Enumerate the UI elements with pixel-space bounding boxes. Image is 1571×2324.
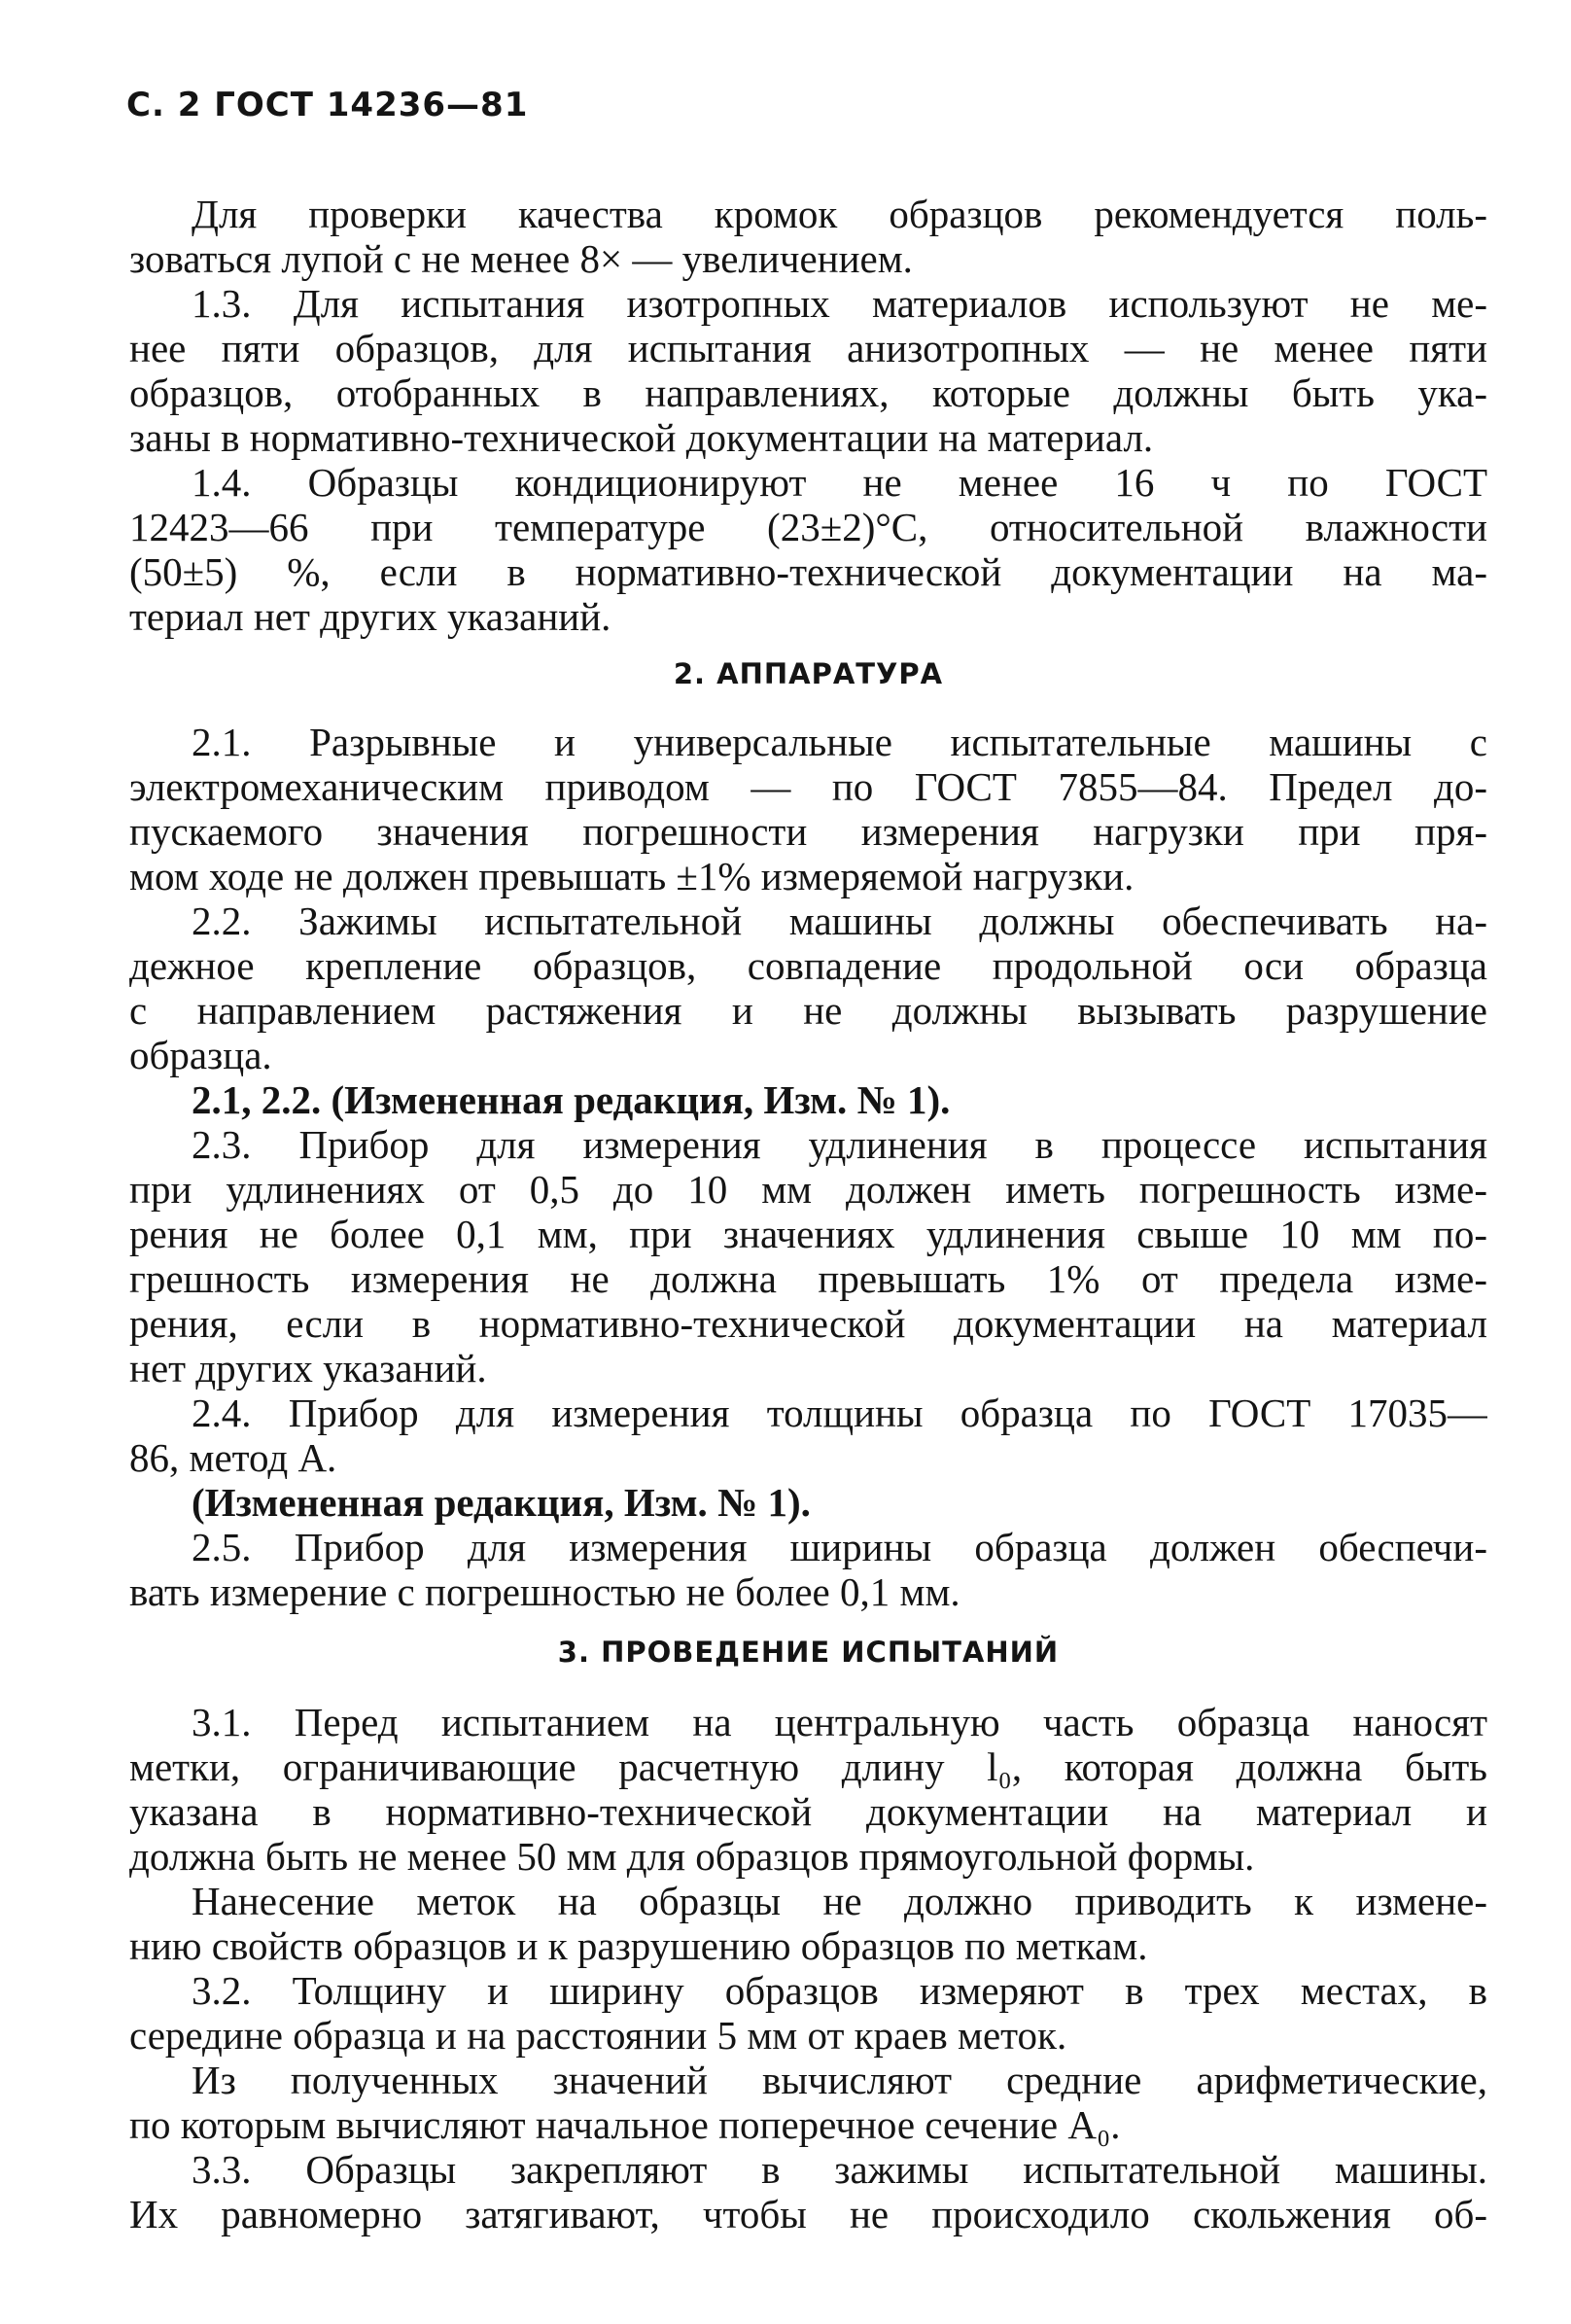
text-line: метки, ограничивающие расчетную длину l₀, которая должна быть bbox=[129, 1744, 1487, 1789]
text-line: 12423—66 при температуре (23±2)°С, относительной влажности bbox=[129, 505, 1487, 549]
text-line: 3.3. Образцы закрепляют в зажимы испытательной машины. bbox=[192, 2147, 1487, 2192]
text-line: 2.1. Разрывные и универсальные испытательные машины с bbox=[192, 720, 1487, 764]
text-line: пускаемого значения погрешности измерения нагрузки при пря- bbox=[129, 809, 1487, 854]
text-line: мом ходе не должен превышать ±1% измеряемой нагрузки. bbox=[129, 854, 1135, 898]
text-line: 2.2. Зажимы испытательной машины должны обеспечивать на- bbox=[192, 898, 1487, 943]
amendment-note: (Измененная редакция, Изм. № 1). bbox=[192, 1480, 811, 1525]
text-line: 2.4. Прибор для измерения толщины образца по ГОСТ 17035— bbox=[192, 1391, 1487, 1435]
text-line: Их равномерно затягивают, чтобы не происходило скольжения об- bbox=[129, 2192, 1487, 2236]
text-line: рения, если в нормативно-технической документации на материал bbox=[129, 1301, 1487, 1346]
section-heading-2: 2. АППАРАТУРА bbox=[673, 657, 944, 690]
text-line: 1.4. Образцы кондиционируют не менее 16 ч по ГОСТ bbox=[192, 460, 1487, 505]
text-line: (50±5) %, если в нормативно-технической документации на ма- bbox=[129, 549, 1487, 594]
section-3 bbox=[129, 1700, 1487, 2236]
text-line: Нанесение меток на образцы не должно приводить к измене- bbox=[192, 1879, 1487, 1923]
text-line: дежное крепление образцов, совпадение продольной оси образца bbox=[129, 943, 1487, 988]
text-line: должна быть не менее 50 мм для образцов прямоугольной формы. bbox=[129, 1834, 1255, 1879]
section-2 bbox=[129, 720, 1487, 1614]
section-1-continuation bbox=[129, 192, 1487, 639]
text-line: нет других указаний. bbox=[129, 1346, 487, 1391]
text-line: 1.3. Для испытания изотропных материалов используют не ме- bbox=[192, 281, 1487, 326]
text-line: Из полученных значений вычисляют средние арифметические, bbox=[192, 2058, 1487, 2102]
text-line: 2.3. Прибор для измерения удлинения в процессе испытания bbox=[192, 1122, 1487, 1167]
text-line: образцов, отобранных в направлениях, которые должны быть ука- bbox=[129, 370, 1487, 415]
text-line: заны в нормативно-технической документации на материал. bbox=[129, 415, 1154, 460]
section-heading-3: 3. ПРОВЕДЕНИЕ ИСПЫТАНИЙ bbox=[557, 1636, 1060, 1669]
text-line: 2.5. Прибор для измерения ширины образца должен обеспечи- bbox=[192, 1525, 1487, 1569]
text-line: середине образца и на расстоянии 5 мм от краев меток. bbox=[129, 2013, 1067, 2058]
text-line: Для проверки качества кромок образцов рекомендуется поль- bbox=[192, 192, 1487, 236]
text-line: при удлинениях от 0,5 до 10 мм должен иметь погрешность изме- bbox=[129, 1167, 1487, 1212]
text-line: грешность измерения не должна превышать 1% от предела изме- bbox=[129, 1256, 1487, 1301]
text-line: образца. bbox=[129, 1033, 272, 1077]
text-line: вать измерение с погрешностью не более 0,1 мм. bbox=[129, 1569, 960, 1614]
text-line: 86, метод А. bbox=[129, 1435, 337, 1480]
text-line: рения не более 0,1 мм, при значениях удлинения свыше 10 мм по- bbox=[129, 1212, 1487, 1256]
text-line: нию свойств образцов и к разрушению образцов по меткам. bbox=[129, 1923, 1148, 1968]
text-line: с направлением растяжения и не должны вызывать разрушение bbox=[129, 988, 1487, 1033]
page-header: С. 2 ГОСТ 14236—81 bbox=[126, 86, 529, 124]
text-line: 3.2. Толщину и ширину образцов измеряют в трех местах, в bbox=[192, 1968, 1487, 2013]
text-line: зоваться лупой с не менее 8× — увеличением. bbox=[129, 236, 913, 281]
text-line: териал нет других указаний. bbox=[129, 594, 611, 639]
text-line: нее пяти образцов, для испытания анизотропных — не менее пяти bbox=[129, 326, 1487, 370]
text-line: 3.1. Перед испытанием на центральную часть образца наносят bbox=[192, 1700, 1487, 1744]
amendment-note: 2.1, 2.2. (Измененная редакция, Изм. № 1). bbox=[192, 1077, 951, 1122]
text-line: электромеханическим приводом — по ГОСТ 7855—84. Предел до- bbox=[129, 764, 1487, 809]
text-line: указана в нормативно-технической документации на материал и bbox=[129, 1789, 1487, 1834]
text-line: по которым вычисляют начальное поперечное сечение A₀. bbox=[129, 2102, 1121, 2147]
